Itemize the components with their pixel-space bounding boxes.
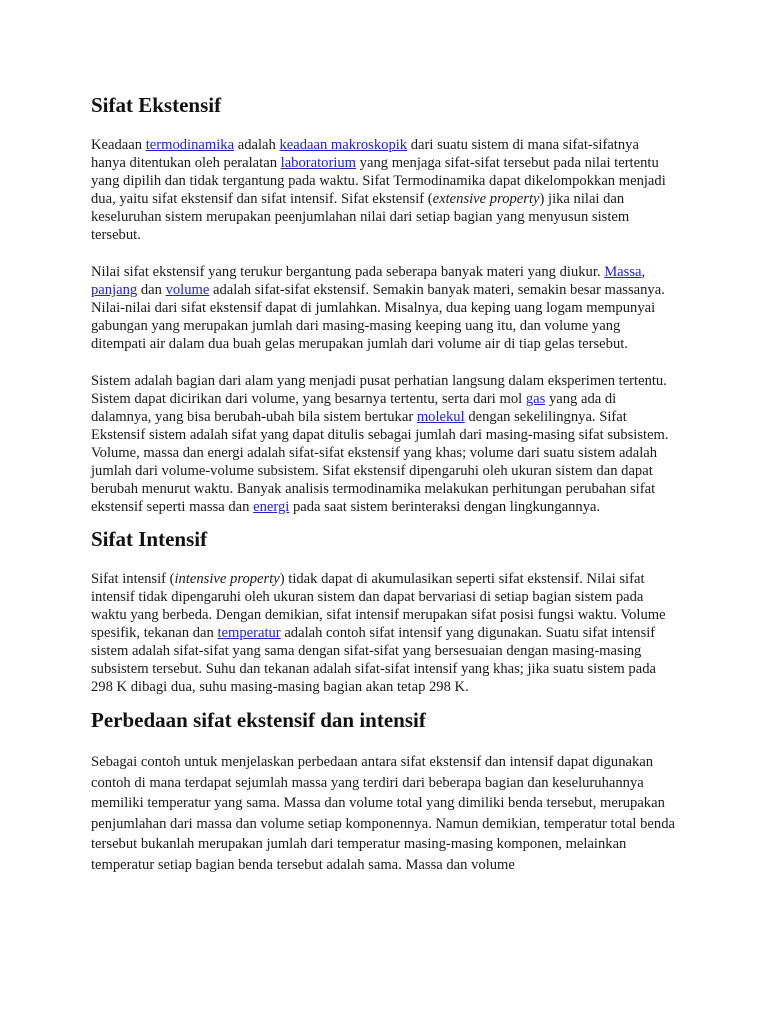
text-run: yang menjaga sifat-sifat tersebut pada nilai tertentu yang dipilih dan tidak tergantung pada waktu. Sifat Termodinamika dapat dikelompokkan menjadi dua, yaitu sifat ekstensif dan sifat intensif. Sifat ekstensif ( <box>91 155 666 207</box>
term-intensive-property: intensive property <box>174 571 280 587</box>
text-run: adalah sifat-sifat ekstensif. Semakin banyak materi, semakin besar massanya. Nilai-nilai dari sifat ekstensif dapat di jumlahkan. Misalnya, dua keping uang logam mempunyai gabungan yang merupakan jumlah dari masing-masing keeping uang itu, dan volume yang ditempati air dalam dua buah gelas merupakan jumlah dari volume air di tiap gelas tersebut. <box>91 282 665 352</box>
paragraph-ekstensif-measurement <box>91 263 676 353</box>
link-panjang[interactable]: panjang <box>91 282 138 298</box>
text-run: Keadaan <box>91 137 146 153</box>
text-run: , <box>641 264 646 280</box>
link-temperatur[interactable]: temperatur <box>217 625 281 641</box>
paragraph-intensif-definition <box>91 570 676 696</box>
link-termodinamika[interactable]: termodinamika <box>145 137 235 153</box>
link-volume[interactable]: volume <box>165 282 210 298</box>
heading-perbedaan: Perbedaan sifat ekstensif dan intensif <box>91 708 426 732</box>
text-run: pada saat sistem berinteraksi dengan lingkungannya. <box>289 499 601 515</box>
link-gas[interactable]: gas <box>525 391 546 407</box>
heading-sifat-ekstensif: Sifat Ekstensif <box>91 93 222 117</box>
text-run: dan <box>137 282 166 298</box>
term-extensive-property: extensive property <box>432 191 540 207</box>
text-run: yang ada di dalamnya, yang bisa berubah-ubah bila sistem bertukar <box>91 391 617 425</box>
text-run: dari suatu sistem di mana sifat-sifatnya hanya ditentukan oleh peralatan <box>91 137 639 171</box>
link-energi[interactable]: energi <box>253 499 290 515</box>
text-run: ) tidak dapat di akumulasikan seperti sifat ekstensif. Nilai sifat intensif tidak dipengaruhi oleh ukuran sistem dan dapat bervariasi di setiap bagian sistem pada waktu yang berbeda. Dengan demikian, sifat intensif merupakan sifat posisi fungsi waktu. Volume spesifik, tekanan dan <box>91 571 666 641</box>
text-run: adalah contoh sifat intensif yang digunakan. Suatu sifat intensif sistem adalah sifat-sifat yang sama dengan sifat-sifat yang bersesuaian dengan masing-masing subsistem tersebut. Suhu dan tekanan adalah sifat-sifat intensif yang khas; jika suatu sistem pada 298 K dibagi dua, suhu masing-masing bagian akan tetap 298 K. <box>91 625 656 695</box>
text-run: ) jika nilai dan keseluruhan sistem merupakan peenjumlahan nilai dari setiap bagian yang menyusun sistem tersebut. <box>91 191 630 243</box>
link-massa[interactable]: Massa <box>604 264 642 280</box>
document-page <box>91 90 676 876</box>
link-laboratorium[interactable]: laboratorium <box>280 155 357 171</box>
text-run: adalah <box>234 137 280 153</box>
text-run: Nilai sifat ekstensif yang terukur bergantung pada seberapa banyak materi yang diukur. <box>91 264 605 280</box>
text-run: dengan sekelilingnya. Sifat Ekstensif sistem adalah sifat yang dapat ditulis sebagai jumlah dari masing-masing sifat subsistem. Volume, massa dan energi adalah sifat-sifat ekstensif yang khas; volume dari suatu sistem adalah jumlah dari volume-volume subsistem. Sifat ekstensif dipengaruhi oleh ukuran sistem dan dapat berubah menurut waktu. Banyak analisis termodinamika melakukan perhitungan perubahan sifat ekstensif seperti massa dan <box>91 409 669 515</box>
paragraph-sistem <box>91 372 676 516</box>
paragraph-ekstensif-definition <box>91 136 676 244</box>
link-molekul[interactable]: molekul <box>416 409 465 425</box>
text-run: Sifat intensif ( <box>91 571 175 587</box>
link-keadaan-makroskopik[interactable]: keadaan makroskopik <box>279 137 408 153</box>
heading-sifat-intensif: Sifat Intensif <box>91 527 208 551</box>
text-run: Sebagai contoh untuk menjelaskan perbedaan antara sifat ekstensif dan intensif dapat digunakan contoh di mana terdapat sejumlah massa yang terdiri dari beberapa bagian dan keseluruhannya memiliki temperatur yang sama. Massa dan volume total yang dimiliki benda tersebut, merupakan penjumlahan dari massa dan volume setiap komponennya. Namun demikian, temperatur total benda tersebut bukanlah merupakan jumlah dari temperatur masing-masing komponen, melainkan temperatur setiap bagian benda tersebut adalah sama. Massa dan volume <box>91 754 675 873</box>
text-run: Sistem adalah bagian dari alam yang menjadi pusat perhatian langsung dalam eksperimen tertentu. Sistem dapat dicirikan dari volume, yang besarnya tertentu, serta dari mol <box>91 373 667 407</box>
paragraph-perbedaan <box>91 752 676 876</box>
